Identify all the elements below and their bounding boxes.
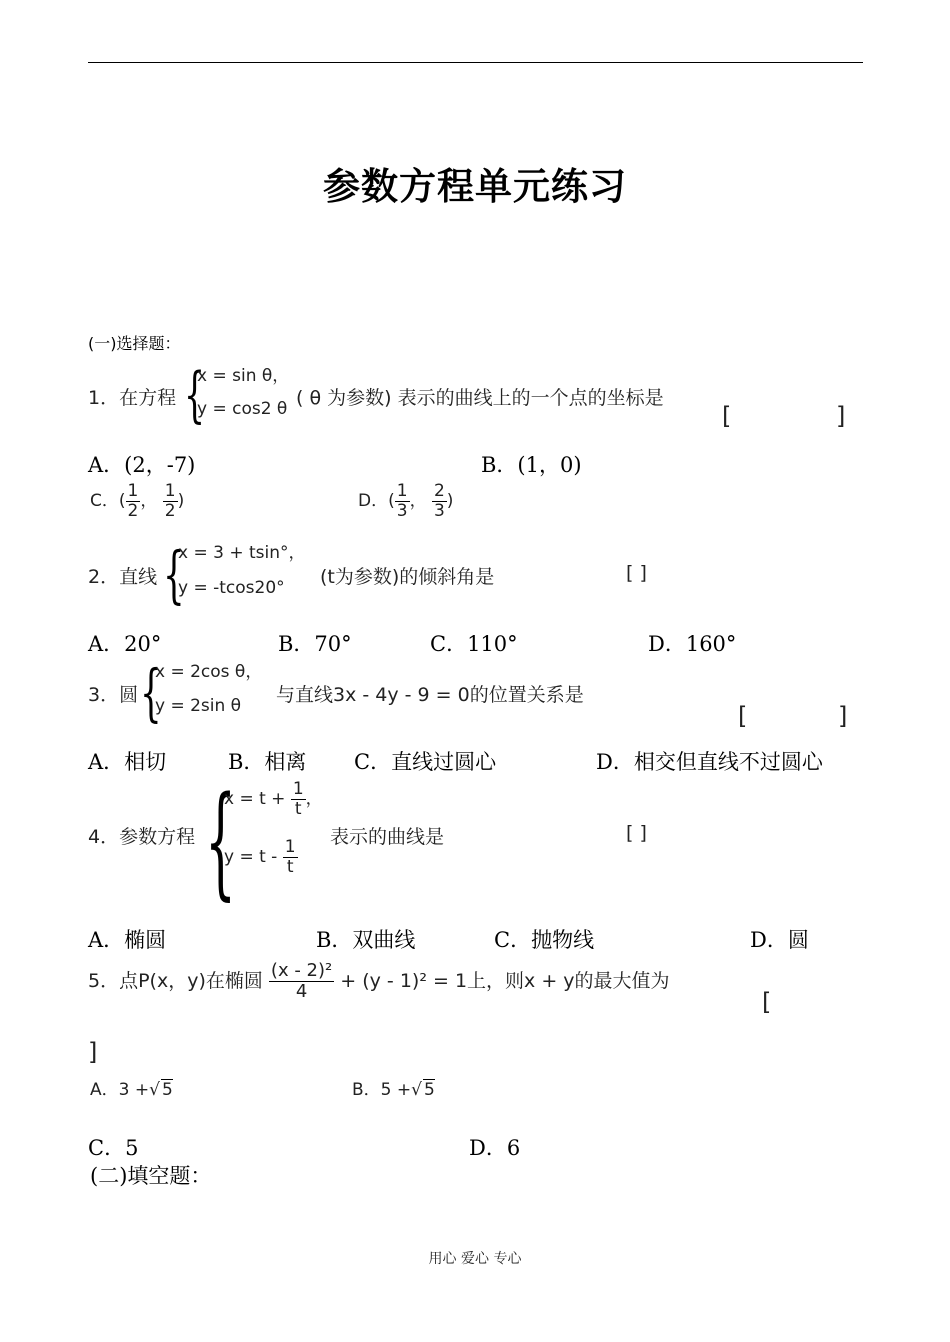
q2-eq-y: y = -tcos20° [178, 578, 285, 598]
q3-option-b: B．相离 [228, 750, 307, 774]
q2-stem-number: 2．直线 [88, 566, 158, 588]
q1-answer-bracket-left: [ [722, 402, 732, 430]
q4-eq-y: y = t - $\frac{1}{t}$ [224, 837, 296, 877]
q3-answer-bracket-right: ] [838, 702, 848, 730]
q5-option-d: D．6 [469, 1136, 521, 1160]
q2-eq-x: x = 3 + tsin°， [178, 543, 306, 563]
page-footer: 用心 爱心 专心 [428, 1251, 522, 1267]
q4-option-a: A．椭圆 [88, 928, 167, 952]
q2-option-a: A．20° [88, 632, 162, 656]
q4-option-b: B．双曲线 [316, 928, 416, 952]
q4-stem-number: 4．参数方程 [88, 826, 196, 848]
q5-option-a: A．3 +√ 5 [90, 1080, 173, 1100]
q1-eq-x: x = sin θ， [197, 366, 290, 386]
q3-stem-tail: 与直线3x - 4y - 9 = 0的位置关系是 [276, 684, 584, 706]
q1-option-c: C．( $\frac{1}{2}$ ， $\frac{1}{2}$ ) [90, 481, 185, 521]
q4-answer-bracket: [ ] [626, 822, 647, 844]
header-rule [88, 62, 863, 63]
q1-option-d: D．( $\frac{1}{3}$ ， $\frac{2}{3}$ ) [358, 481, 454, 521]
q5-option-c: C．5 [88, 1136, 139, 1160]
q1-brace: { [184, 360, 206, 430]
section-choice-heading: (一)选择题： [88, 334, 181, 353]
q4-option-c: C．抛物线 [494, 928, 595, 952]
q3-brace: { [140, 656, 162, 729]
q1-option-a: A．(2，-7) [88, 453, 196, 477]
q5-answer-bracket-right: ] [88, 1038, 98, 1066]
q1-option-b: B．(1，0) [481, 453, 582, 477]
q2-brace: { [163, 538, 185, 611]
q2-answer-bracket: [ ] [626, 562, 647, 584]
q5-stem: 5．点P(x，y)在椭圆 $\frac{\text{(x - 2)²}}{4}$ + (y - 1)² = 1上，则x + y的最大值为 [88, 960, 670, 1002]
q2-option-d: D．160° [648, 632, 737, 656]
q4-eq-x: x = t + $\frac{1}{t}$ ， [224, 779, 323, 819]
q2-stem-tail: (t为参数)的倾斜角是 [320, 566, 495, 588]
q4-option-d: D．圆 [750, 928, 809, 952]
q3-option-d: D．相交但直线不过圆心 [596, 750, 823, 774]
q5-option-b: B．5 +√ 5 [352, 1080, 435, 1100]
q1-stem-number: 1．在方程 [88, 387, 177, 409]
q4-brace: { [205, 770, 237, 912]
q4-stem-tail: 表示的曲线是 [330, 826, 445, 848]
q3-stem-number: 3．圆 [88, 684, 139, 706]
q3-option-c: C．直线过圆心 [354, 750, 497, 774]
page-title: 参数方程单元练习 [323, 165, 627, 208]
q1-stem-tail: ( θ 为参数) 表示的曲线上的一个点的坐标是 [296, 387, 664, 409]
q3-answer-bracket-left: [ [738, 702, 748, 730]
q3-eq-y: y = 2sin θ [155, 696, 242, 716]
q2-option-c: C．110° [430, 632, 518, 656]
q1-eq-y: y = cos2 θ [197, 399, 288, 419]
q3-eq-x: x = 2cos θ， [155, 662, 263, 682]
q1-answer-bracket-right: ] [836, 402, 846, 430]
q2-option-b: B．70° [278, 632, 352, 656]
section-fill-heading: (二)填空题： [90, 1164, 212, 1188]
q5-answer-bracket-left: [ [762, 988, 772, 1016]
q3-option-a: A．相切 [88, 750, 167, 774]
